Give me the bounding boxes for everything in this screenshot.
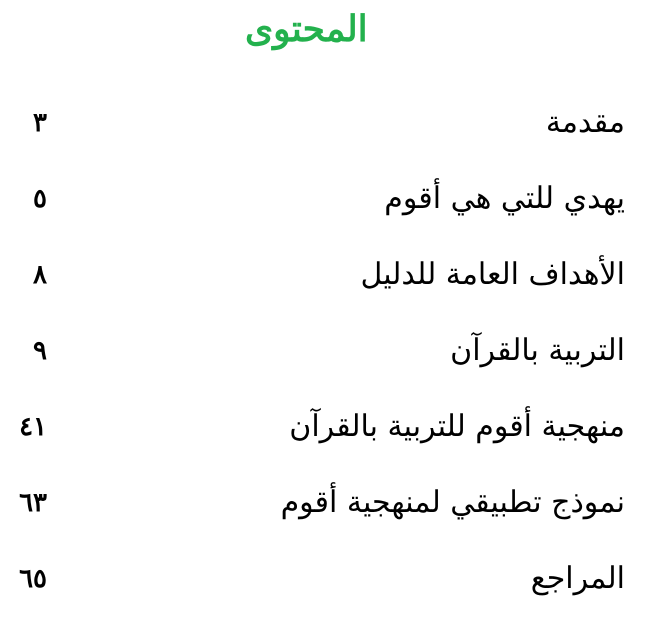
toc-list [0,85,653,617]
toc-entry [0,85,653,161]
toc-entry-label: الأهداف العامة للدليل [360,257,625,292]
toc-entry [0,313,653,389]
toc-entry [0,237,653,313]
toc-entry [0,465,653,541]
toc-page-number: ٦٥ [19,564,47,594]
toc-entry-label: المراجع [530,561,625,596]
toc-page-number: ٩ [33,336,47,366]
toc-page-number: ٤١ [19,412,47,442]
toc-entry [0,541,653,617]
toc-entry-label: منهجية أقوم للتربية بالقرآن [289,409,625,444]
toc-page-number: ٦٣ [19,488,47,518]
toc-entry-label: مقدمة [545,105,625,140]
toc-page-number: ٥ [33,184,47,214]
toc-entry-label: التربية بالقرآن [450,333,625,368]
toc-entry [0,389,653,465]
toc-entry-label: نموذج تطبيقي لمنهجية أقوم [280,485,625,520]
toc-entry-label: يهدي للتي هي أقوم [384,181,625,216]
toc-page-number: ٨ [33,260,47,290]
toc-page-number: ٣ [33,108,47,138]
page-title: المحتوى [245,8,368,50]
toc-entry [0,161,653,237]
